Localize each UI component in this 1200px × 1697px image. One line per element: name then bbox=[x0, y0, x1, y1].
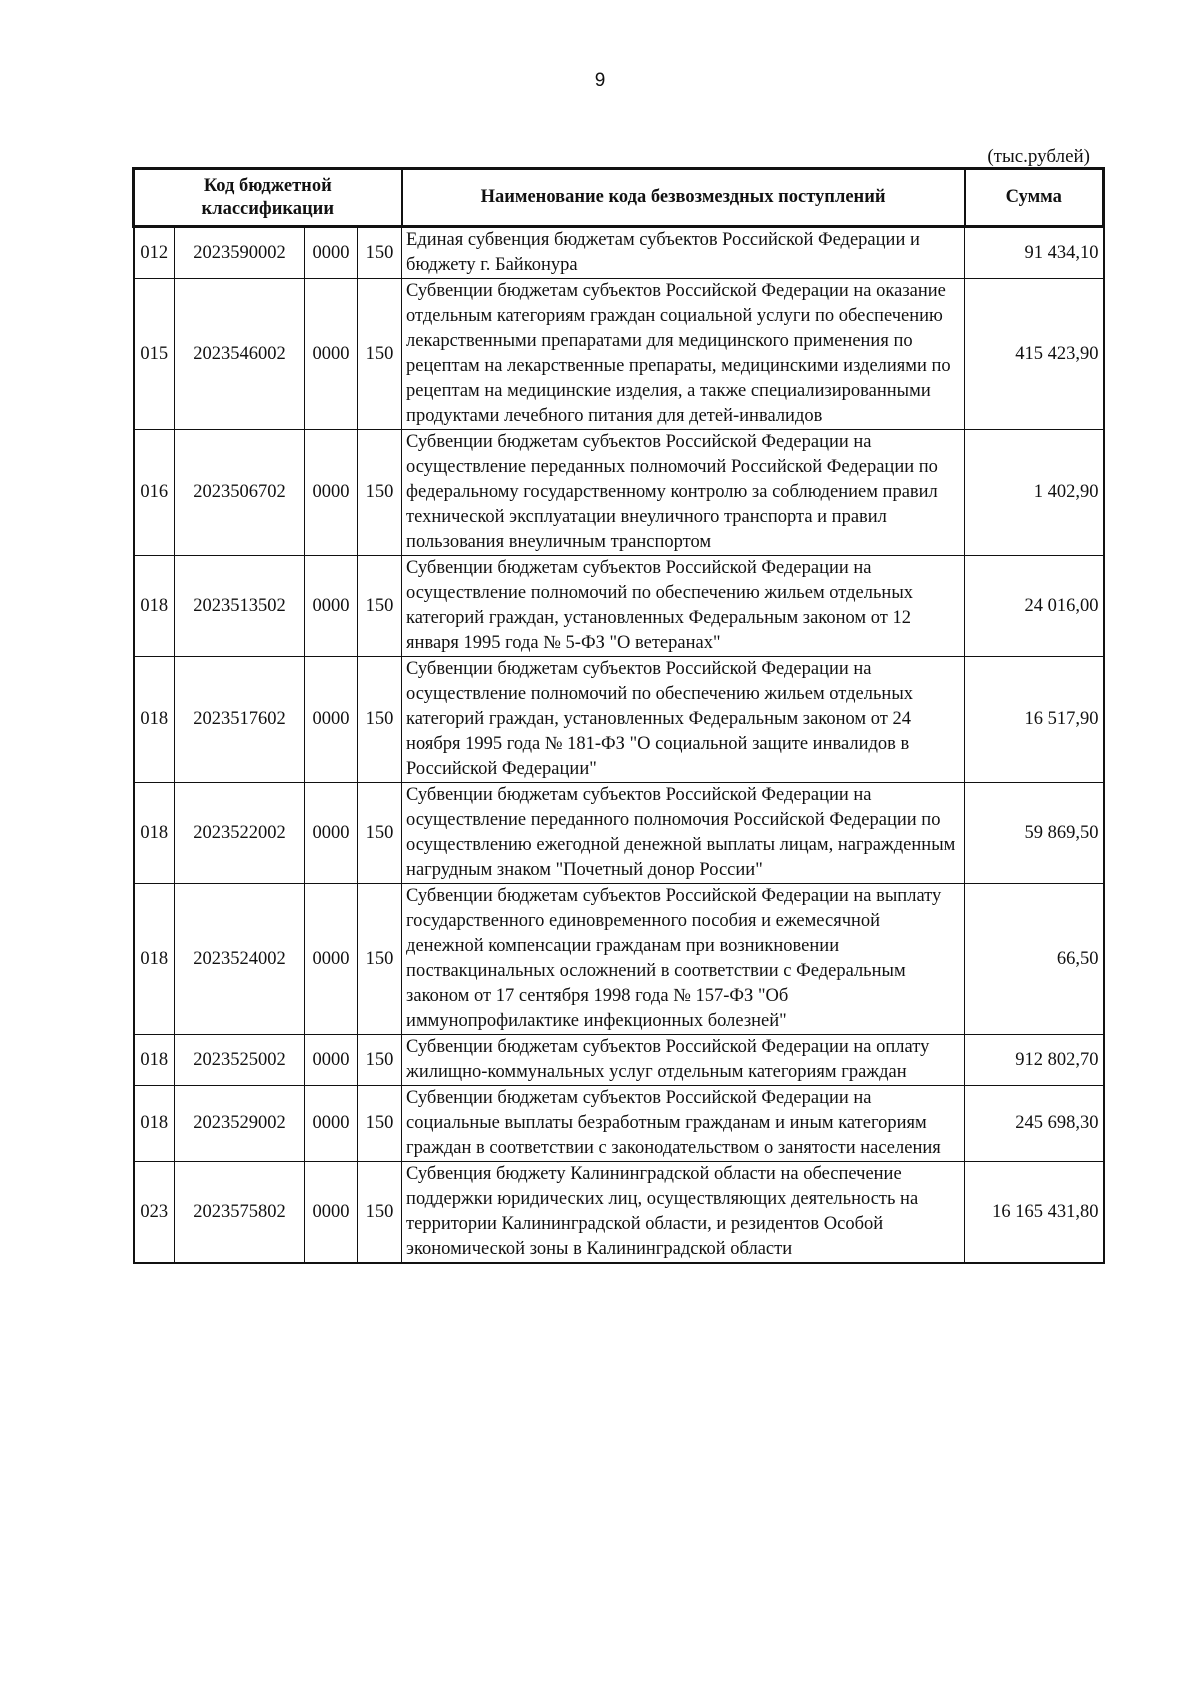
amount-cell: 912 802,70 bbox=[965, 1035, 1104, 1086]
amount-cell: 415 423,90 bbox=[965, 279, 1104, 430]
table-row bbox=[134, 1035, 1104, 1086]
description-cell: Субвенции бюджетам субъектов Российской Федерации на оплату жилищно-коммунальных услуг отдельным категориям граждан bbox=[402, 1035, 965, 1086]
budget-table bbox=[132, 167, 1105, 1264]
table-row bbox=[134, 783, 1104, 884]
table-row bbox=[134, 279, 1104, 430]
budget-code-cell: 2023506702 bbox=[175, 430, 305, 556]
description-cell: Субвенции бюджетам субъектов Российской Федерации на осуществление переданных полномочий Российской Федерации по федеральному государственному контролю за соблюдением правил технической эксплуатации внеуличного транспорта и правил пользования внеуличным транспортом bbox=[402, 430, 965, 556]
amount-cell: 16 517,90 bbox=[965, 657, 1104, 783]
budget-code-cell: 2023529002 bbox=[175, 1086, 305, 1162]
income-type-cell: 150 bbox=[358, 1035, 402, 1086]
table-body bbox=[134, 227, 1104, 1264]
admin-code-cell: 018 bbox=[134, 1035, 175, 1086]
admin-code-cell: 018 bbox=[134, 1086, 175, 1162]
budget-code-cell: 2023524002 bbox=[175, 884, 305, 1035]
description-cell: Субвенции бюджетам субъектов Российской Федерации на осуществление полномочий по обеспечению жильем отдельных категорий граждан, установленных Федеральным законом от 24 ноября 1995 года № 181-ФЗ "О социальной защите инвалидов в Российской Федерации" bbox=[402, 657, 965, 783]
units-label: (тыс.рублей) bbox=[987, 146, 1090, 167]
amount-cell: 24 016,00 bbox=[965, 556, 1104, 657]
income-type-cell: 150 bbox=[358, 884, 402, 1035]
header-sum: Сумма bbox=[965, 169, 1104, 227]
table-row bbox=[134, 884, 1104, 1035]
table-row bbox=[134, 1086, 1104, 1162]
description-cell: Субвенция бюджету Калининградской области на обеспечение поддержки юридических лиц, осуществляющих деятельность на территории Калининградской области, и резидентов Особой экономической зоны в Калининградской области bbox=[402, 1162, 965, 1264]
subprogram-code-cell: 0000 bbox=[305, 657, 358, 783]
amount-cell: 1 402,90 bbox=[965, 430, 1104, 556]
table-row bbox=[134, 227, 1104, 279]
subprogram-code-cell: 0000 bbox=[305, 279, 358, 430]
subprogram-code-cell: 0000 bbox=[305, 430, 358, 556]
budget-code-cell: 2023525002 bbox=[175, 1035, 305, 1086]
income-type-cell: 150 bbox=[358, 227, 402, 279]
subprogram-code-cell: 0000 bbox=[305, 227, 358, 279]
subprogram-code-cell: 0000 bbox=[305, 1086, 358, 1162]
table-row bbox=[134, 556, 1104, 657]
amount-cell: 16 165 431,80 bbox=[965, 1162, 1104, 1264]
income-type-cell: 150 bbox=[358, 783, 402, 884]
income-type-cell: 150 bbox=[358, 1162, 402, 1264]
subprogram-code-cell: 0000 bbox=[305, 783, 358, 884]
description-cell: Субвенции бюджетам субъектов Российской Федерации на осуществление переданного полномочия Российской Федерации по осуществлению ежегодной денежной выплаты лицам, награжденным нагрудным знаком "Почетный донор России" bbox=[402, 783, 965, 884]
subprogram-code-cell: 0000 bbox=[305, 884, 358, 1035]
income-type-cell: 150 bbox=[358, 556, 402, 657]
budget-code-cell: 2023546002 bbox=[175, 279, 305, 430]
income-type-cell: 150 bbox=[358, 279, 402, 430]
admin-code-cell: 018 bbox=[134, 657, 175, 783]
description-cell: Субвенции бюджетам субъектов Российской Федерации на социальные выплаты безработным гражданам и иным категориям граждан в соответствии с законодательством о занятости населения bbox=[402, 1086, 965, 1162]
amount-cell: 245 698,30 bbox=[965, 1086, 1104, 1162]
budget-code-cell: 2023513502 bbox=[175, 556, 305, 657]
subprogram-code-cell: 0000 bbox=[305, 556, 358, 657]
admin-code-cell: 016 bbox=[134, 430, 175, 556]
amount-cell: 91 434,10 bbox=[965, 227, 1104, 279]
admin-code-cell: 018 bbox=[134, 783, 175, 884]
budget-code-cell: 2023517602 bbox=[175, 657, 305, 783]
income-type-cell: 150 bbox=[358, 430, 402, 556]
subprogram-code-cell: 0000 bbox=[305, 1162, 358, 1264]
table-row bbox=[134, 430, 1104, 556]
admin-code-cell: 012 bbox=[134, 227, 175, 279]
table-row bbox=[134, 1162, 1104, 1264]
description-cell: Субвенции бюджетам субъектов Российской Федерации на выплату государственного единовременного пособия и ежемесячной денежной компенсации гражданам при возникновении поствакцинальных осложнений в соответствии с Федеральным законом от 17 сентября 1998 года № 157-ФЗ "Об иммунопрофилактике инфекционных болезней" bbox=[402, 884, 965, 1035]
header-code: Код бюджетной классификации bbox=[134, 169, 402, 227]
amount-cell: 59 869,50 bbox=[965, 783, 1104, 884]
admin-code-cell: 018 bbox=[134, 884, 175, 1035]
description-cell: Субвенции бюджетам субъектов Российской Федерации на оказание отдельным категориям граждан социальной услуги по обеспечению лекарственными препаратами для медицинского применения по рецептам на лекарственные препараты, медицинскими изделиями по рецептам на медицинские изделия, а также специализированными продуктами лечебного питания для детей-инвалидов bbox=[402, 279, 965, 430]
subprogram-code-cell: 0000 bbox=[305, 1035, 358, 1086]
income-type-cell: 150 bbox=[358, 657, 402, 783]
description-cell: Единая субвенция бюджетам субъектов Российской Федерации и бюджету г. Байконура bbox=[402, 227, 965, 279]
description-cell: Субвенции бюджетам субъектов Российской Федерации на осуществление полномочий по обеспечению жильем отдельных категорий граждан, установленных Федеральным законом от 12 января 1995 года № 5-ФЗ "О ветеранах" bbox=[402, 556, 965, 657]
table-row bbox=[134, 657, 1104, 783]
admin-code-cell: 018 bbox=[134, 556, 175, 657]
budget-code-cell: 2023522002 bbox=[175, 783, 305, 884]
admin-code-cell: 015 bbox=[134, 279, 175, 430]
income-type-cell: 150 bbox=[358, 1086, 402, 1162]
header-name: Наименование кода безвозмездных поступлений bbox=[402, 169, 965, 227]
table-header-row bbox=[134, 169, 1104, 227]
amount-cell: 66,50 bbox=[965, 884, 1104, 1035]
page-number: 9 bbox=[594, 70, 606, 91]
budget-code-cell: 2023575802 bbox=[175, 1162, 305, 1264]
admin-code-cell: 023 bbox=[134, 1162, 175, 1264]
budget-code-cell: 2023590002 bbox=[175, 227, 305, 279]
